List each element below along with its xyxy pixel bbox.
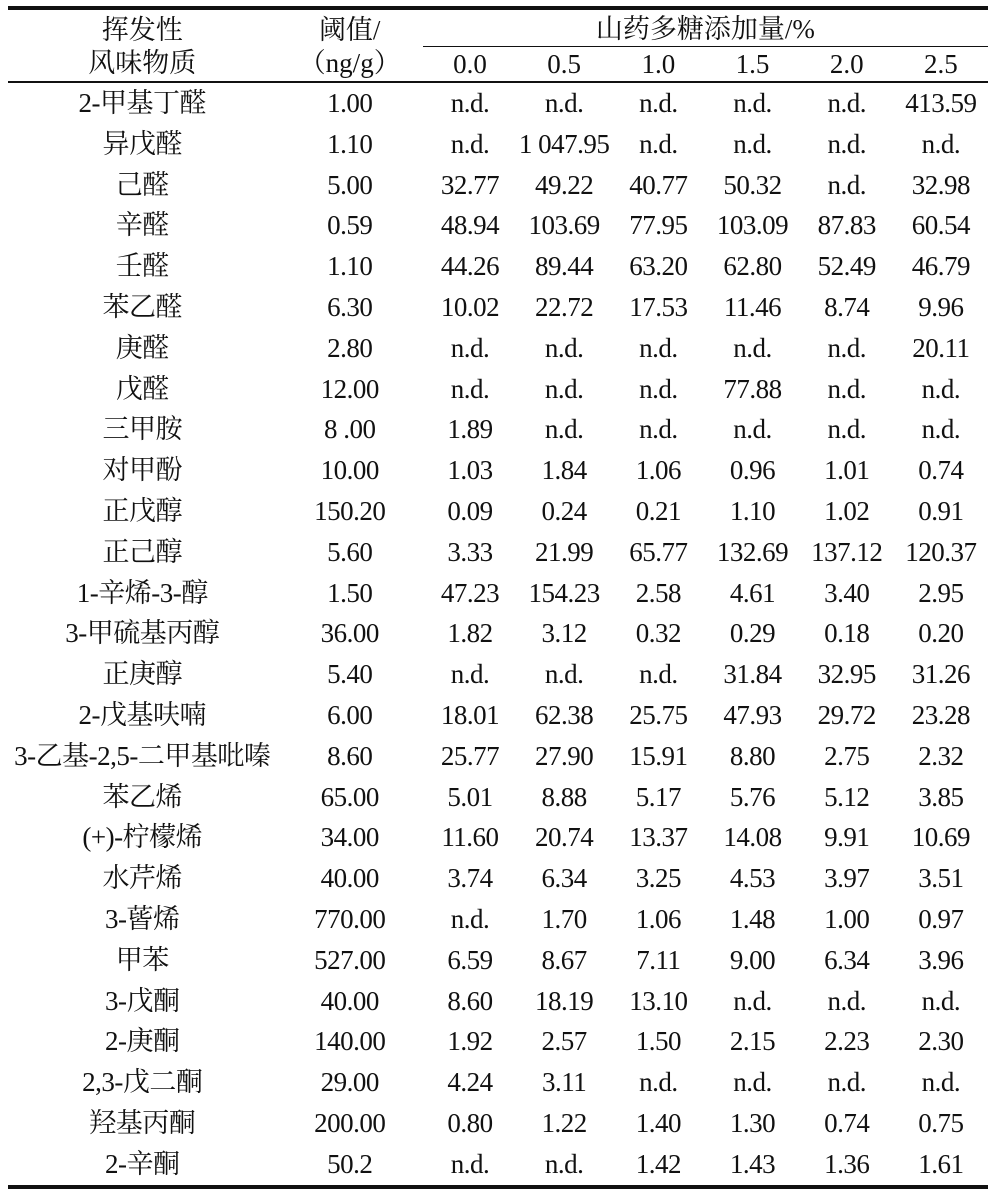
content-value-cell: 49.22: [535, 169, 594, 200]
threshold-cell: 150.20: [314, 495, 386, 526]
content-value-cell: n.d.: [827, 169, 866, 200]
content-value-cell: 47.93: [723, 699, 782, 730]
content-value-cell: 14.08: [723, 822, 782, 853]
compound-name-cell: 苯乙烯: [102, 781, 183, 812]
compound-name-cell: 苯乙醛: [102, 291, 183, 322]
header-compound-name: [8, 8, 277, 82]
content-value-cell: 25.77: [440, 740, 500, 771]
threshold-cell: 5.00: [327, 169, 373, 200]
content-value-cell: n.d.: [639, 128, 678, 159]
content-value-cell: n.d.: [639, 373, 678, 404]
table-header: [8, 8, 988, 82]
content-value-cell: 103.09: [716, 210, 789, 241]
content-value-cell: 0.18: [824, 618, 870, 649]
content-value-cell: 1.30: [729, 1107, 776, 1138]
table-row: [8, 736, 988, 777]
content-value-cell: 1.06: [635, 903, 681, 934]
header-threshold: [277, 8, 423, 82]
compound-name-cell: 羟基丙酮: [89, 1107, 196, 1138]
table-row: [8, 940, 988, 981]
content-value-cell: n.d.: [450, 88, 490, 118]
content-value-cell: 22.72: [535, 291, 594, 322]
content-value-cell: 3.11: [542, 1067, 587, 1098]
compound-name-cell: 2-庚酮: [105, 1026, 180, 1057]
content-value-cell: 0.80: [447, 1107, 493, 1138]
table-row: [8, 1103, 988, 1144]
content-value-cell: n.d.: [827, 88, 866, 118]
content-value-cell: n.d.: [827, 332, 866, 363]
table-row: [8, 654, 988, 695]
content-value-cell: n.d.: [733, 985, 772, 1016]
content-value-cell: 48.94: [440, 210, 500, 241]
content-value-cell: 3.96: [918, 944, 964, 975]
compound-name-cell: 戊醛: [115, 373, 169, 404]
content-value-cell: n.d.: [733, 1067, 772, 1098]
volatile-compounds-table-container: [8, 6, 988, 1189]
content-value-cell: 31.26: [911, 659, 971, 690]
content-value-cell: n.d.: [639, 659, 678, 690]
threshold-cell: 6.30: [327, 291, 373, 322]
content-value-cell: n.d.: [544, 659, 584, 690]
content-value-cell: 8.88: [541, 781, 587, 812]
content-value-cell: 31.84: [723, 659, 782, 690]
content-value-cell: 10.02: [440, 291, 500, 322]
table-row: [8, 777, 988, 818]
header-level-0: 0.0: [423, 47, 517, 83]
threshold-cell: 65.00: [320, 781, 379, 812]
compound-name-cell: 庚醛: [115, 332, 169, 363]
content-value-cell: 46.79: [911, 251, 971, 282]
compound-name-cell: 正戊醇: [102, 495, 183, 526]
content-value-cell: n.d.: [733, 414, 772, 445]
content-value-cell: n.d.: [544, 414, 584, 445]
content-value-cell: n.d.: [639, 88, 678, 118]
content-value-cell: 10.69: [911, 822, 971, 853]
content-value-cell: 23.28: [911, 699, 971, 730]
content-value-cell: 6.34: [541, 863, 587, 894]
content-value-cell: 5.17: [635, 781, 681, 812]
content-value-cell: 32.77: [440, 169, 500, 200]
content-value-cell: n.d.: [639, 1067, 678, 1098]
content-value-cell: n.d.: [639, 332, 678, 363]
compound-name-cell: 2,3-戊二酮: [82, 1067, 203, 1098]
content-value-cell: n.d.: [827, 985, 866, 1016]
content-value-cell: 103.69: [528, 210, 600, 241]
content-value-cell: 21.99: [535, 536, 594, 567]
table-row: [8, 165, 988, 206]
content-value-cell: 25.75: [629, 699, 688, 730]
table-row: [8, 532, 988, 573]
content-value-cell: 87.83: [817, 210, 876, 241]
compound-name-cell: 甲苯: [115, 944, 169, 975]
content-value-cell: n.d.: [450, 128, 490, 159]
volatile-compounds-table: [8, 6, 988, 1189]
threshold-cell: 200.00: [314, 1107, 386, 1138]
content-value-cell: 5.76: [729, 781, 776, 812]
header-compound-line2: 风味物质: [88, 47, 197, 78]
header-threshold-line2: （ng/g）: [298, 47, 401, 78]
threshold-cell: 34.00: [320, 822, 379, 853]
content-value-cell: 0.20: [918, 618, 964, 649]
threshold-cell: 29.00: [320, 1067, 379, 1098]
content-value-cell: n.d.: [544, 373, 584, 404]
threshold-cell: 8 .00: [323, 414, 376, 445]
content-value-cell: 3.12: [541, 618, 587, 649]
content-value-cell: 2.15: [729, 1026, 776, 1057]
content-value-cell: n.d.: [733, 128, 772, 159]
content-value-cell: n.d.: [921, 414, 961, 445]
content-value-cell: 1.43: [705, 1144, 799, 1187]
content-value-cell: 2.58: [635, 577, 681, 608]
content-value-cell: 3.85: [918, 781, 964, 812]
content-value-cell: 60.54: [911, 210, 971, 241]
content-value-cell: 413.59: [905, 88, 977, 118]
table-row: [8, 328, 988, 369]
content-value-cell: 4.61: [729, 577, 776, 608]
content-value-cell: 1.70: [541, 903, 587, 934]
content-value-cell: 18.19: [535, 985, 594, 1016]
content-value-cell: 77.88: [723, 373, 782, 404]
content-value-cell: 0.21: [635, 495, 681, 526]
table-row: [8, 205, 988, 246]
header-threshold-line1: 阈值/: [318, 14, 381, 45]
header-level-5: 2.5: [894, 47, 988, 83]
content-value-cell: n.d.: [733, 88, 772, 118]
content-value-cell: 8.67: [541, 944, 587, 975]
header-addition-group: 山药多糖添加量/%: [423, 8, 988, 47]
content-value-cell: 9.96: [918, 291, 964, 322]
compound-name-cell: 三甲胺: [102, 414, 183, 445]
content-value-cell: 2.30: [918, 1026, 964, 1057]
content-value-cell: 0.29: [729, 618, 776, 649]
content-value-cell: 44.26: [440, 251, 500, 282]
table-row: [8, 695, 988, 736]
content-value-cell: 2.57: [541, 1026, 587, 1057]
table-row: [8, 82, 988, 124]
threshold-cell: 1.50: [327, 577, 373, 608]
content-value-cell: n.d.: [827, 414, 866, 445]
content-value-cell: 52.49: [817, 251, 876, 282]
content-value-cell: n.d.: [639, 414, 678, 445]
threshold-cell: 36.00: [320, 618, 379, 649]
table-body: [8, 82, 988, 1187]
content-value-cell: 77.95: [629, 210, 688, 241]
content-value-cell: n.d.: [921, 1067, 961, 1098]
content-value-cell: 1.03: [447, 455, 493, 486]
content-value-cell: n.d.: [827, 373, 866, 404]
content-value-cell: 1.50: [635, 1026, 681, 1057]
content-value-cell: 3.33: [447, 536, 493, 567]
compound-name-cell: 己醛: [115, 169, 169, 200]
content-value-cell: 1.40: [635, 1107, 681, 1138]
table-row: [8, 409, 988, 450]
compound-name-cell: 1-辛烯-3-醇: [76, 577, 208, 608]
content-value-cell: 62.80: [723, 251, 782, 282]
threshold-cell: 1.00: [327, 88, 373, 118]
threshold-cell: 1.10: [327, 251, 373, 282]
compound-name-cell: (+)-柠檬烯: [82, 822, 203, 853]
content-value-cell: 20.11: [912, 332, 970, 363]
threshold-cell: 0.59: [327, 210, 373, 241]
content-value-cell: 5.12: [824, 781, 870, 812]
content-value-cell: n.d.: [827, 1067, 866, 1098]
content-value-cell: 9.00: [729, 944, 776, 975]
content-value-cell: 65.77: [629, 536, 688, 567]
header-compound-line1: 挥发性: [101, 14, 183, 45]
compound-name-cell: 正庚醇: [102, 659, 183, 690]
content-value-cell: 1.22: [541, 1107, 587, 1138]
header-level-2: 1.0: [611, 47, 705, 83]
content-value-cell: 47.23: [440, 577, 500, 608]
content-value-cell: 32.95: [817, 659, 876, 690]
content-value-cell: n.d.: [450, 903, 490, 934]
content-value-cell: 1.42: [611, 1144, 705, 1187]
content-value-cell: 1.89: [447, 414, 493, 445]
content-value-cell: 18.01: [440, 699, 500, 730]
content-value-cell: 1.61: [894, 1144, 988, 1187]
content-value-cell: 1.82: [447, 618, 493, 649]
content-value-cell: n.d.: [423, 1144, 517, 1187]
threshold-cell: 12.00: [320, 373, 379, 404]
threshold-cell: 5.40: [327, 659, 373, 690]
content-value-cell: 0.74: [824, 1107, 870, 1138]
content-value-cell: 1.00: [824, 903, 870, 934]
threshold-cell: 1.10: [327, 128, 373, 159]
content-value-cell: 1.36: [800, 1144, 894, 1187]
threshold-cell: 2.80: [327, 332, 373, 363]
content-value-cell: 0.09: [447, 495, 493, 526]
content-value-cell: 0.74: [918, 455, 964, 486]
content-value-cell: 13.10: [629, 985, 688, 1016]
content-value-cell: n.d.: [827, 128, 866, 159]
content-value-cell: 2.23: [824, 1026, 870, 1057]
content-value-cell: 17.53: [629, 291, 688, 322]
content-value-cell: 137.12: [811, 536, 883, 567]
content-value-cell: n.d.: [544, 332, 584, 363]
content-value-cell: 1.02: [824, 495, 870, 526]
content-value-cell: 120.37: [905, 536, 977, 567]
content-value-cell: 9.91: [824, 822, 870, 853]
content-value-cell: n.d.: [544, 88, 584, 118]
compound-name-cell: 2-甲基丁醛: [78, 88, 207, 118]
threshold-cell: 8.60: [327, 740, 373, 771]
content-value-cell: 1.48: [729, 903, 776, 934]
content-value-cell: 0.32: [635, 618, 681, 649]
content-value-cell: n.d.: [921, 128, 961, 159]
content-value-cell: 1.10: [729, 495, 776, 526]
content-value-cell: 29.72: [817, 699, 876, 730]
content-value-cell: 0.97: [918, 903, 964, 934]
table-row: [8, 981, 988, 1022]
content-value-cell: 63.20: [629, 251, 688, 282]
table-row: [8, 858, 988, 899]
content-value-cell: 0.91: [918, 495, 964, 526]
content-value-cell: 3.40: [824, 577, 870, 608]
content-value-cell: 8.80: [729, 740, 776, 771]
content-value-cell: 8.74: [824, 291, 870, 322]
table-row: [8, 246, 988, 287]
threshold-cell: 527.00: [314, 944, 386, 975]
content-value-cell: 13.37: [629, 822, 688, 853]
content-value-cell: 3.51: [918, 863, 964, 894]
threshold-cell: 770.00: [314, 903, 386, 934]
threshold-cell: 10.00: [320, 455, 379, 486]
compound-name-cell: 异戊醛: [102, 128, 183, 159]
compound-name-cell: 正己醇: [102, 536, 183, 567]
content-value-cell: 15.91: [629, 740, 688, 771]
content-value-cell: n.d.: [921, 373, 961, 404]
threshold-cell: 5.60: [327, 536, 373, 567]
content-value-cell: 1.01: [824, 455, 870, 486]
compound-name-cell: 3-乙基-2,5-二甲基吡嗪: [14, 740, 271, 771]
content-value-cell: 5.01: [447, 781, 493, 812]
content-value-cell: 3.97: [824, 863, 870, 894]
header-level-1: 0.5: [517, 47, 611, 83]
content-value-cell: 11.46: [723, 291, 782, 322]
content-value-cell: n.d.: [450, 332, 490, 363]
content-value-cell: 154.23: [528, 577, 600, 608]
threshold-cell: 6.00: [327, 699, 373, 730]
compound-name-cell: 水芹烯: [102, 863, 183, 894]
content-value-cell: 6.59: [447, 944, 493, 975]
content-value-cell: 3.74: [447, 863, 493, 894]
content-value-cell: 132.69: [716, 536, 789, 567]
content-value-cell: 1.84: [541, 455, 587, 486]
table-row: [8, 1144, 988, 1187]
compound-name-cell: 对甲酚: [102, 455, 183, 486]
table-row: [8, 369, 988, 410]
content-value-cell: 2.32: [918, 740, 964, 771]
compound-name-cell: 壬醛: [115, 251, 169, 282]
content-value-cell: 50.32: [723, 169, 782, 200]
table-row: [8, 817, 988, 858]
content-value-cell: 1.06: [635, 455, 681, 486]
compound-name-cell: 3-蒈烯: [105, 903, 180, 934]
compound-name-cell: 2-辛酮: [8, 1144, 277, 1187]
content-value-cell: n.d.: [733, 332, 772, 363]
compound-name-cell: 2-戊基呋喃: [78, 699, 207, 730]
header-level-3: 1.5: [705, 47, 799, 83]
content-value-cell: 0.75: [918, 1107, 964, 1138]
content-value-cell: 6.34: [824, 944, 870, 975]
content-value-cell: 8.60: [447, 985, 493, 1016]
compound-name-cell: 3-戊酮: [105, 985, 180, 1016]
content-value-cell: n.d.: [517, 1144, 611, 1187]
table-row: [8, 491, 988, 532]
table-row: [8, 287, 988, 328]
table-row: [8, 899, 988, 940]
threshold-cell: 50.2: [277, 1144, 423, 1187]
content-value-cell: 40.77: [629, 169, 688, 200]
content-value-cell: 0.24: [541, 495, 587, 526]
content-value-cell: 1 047.95: [518, 128, 610, 159]
table-row: [8, 124, 988, 165]
table-row: [8, 1062, 988, 1103]
compound-name-cell: 3-甲硫基丙醇: [65, 618, 220, 649]
content-value-cell: 3.25: [635, 863, 681, 894]
content-value-cell: 27.90: [535, 740, 594, 771]
table-row: [8, 450, 988, 491]
content-value-cell: 11.60: [441, 822, 499, 853]
content-value-cell: 1.92: [447, 1026, 493, 1057]
content-value-cell: 20.74: [535, 822, 594, 853]
content-value-cell: 4.53: [729, 863, 776, 894]
content-value-cell: 7.11: [636, 944, 681, 975]
compound-name-cell: 辛醛: [115, 210, 169, 241]
table-row: [8, 573, 988, 614]
table-row: [8, 1021, 988, 1062]
table-row: [8, 613, 988, 654]
content-value-cell: 2.95: [918, 577, 964, 608]
threshold-cell: 40.00: [320, 863, 379, 894]
content-value-cell: 2.75: [824, 740, 870, 771]
header-level-4: 2.0: [800, 47, 894, 83]
content-value-cell: 32.98: [911, 169, 971, 200]
threshold-cell: 40.00: [320, 985, 379, 1016]
content-value-cell: n.d.: [921, 985, 961, 1016]
content-value-cell: 62.38: [535, 699, 594, 730]
content-value-cell: n.d.: [450, 373, 490, 404]
content-value-cell: n.d.: [450, 659, 490, 690]
content-value-cell: 0.96: [729, 455, 776, 486]
content-value-cell: 89.44: [535, 251, 594, 282]
content-value-cell: 4.24: [447, 1067, 493, 1098]
threshold-cell: 140.00: [314, 1026, 386, 1057]
